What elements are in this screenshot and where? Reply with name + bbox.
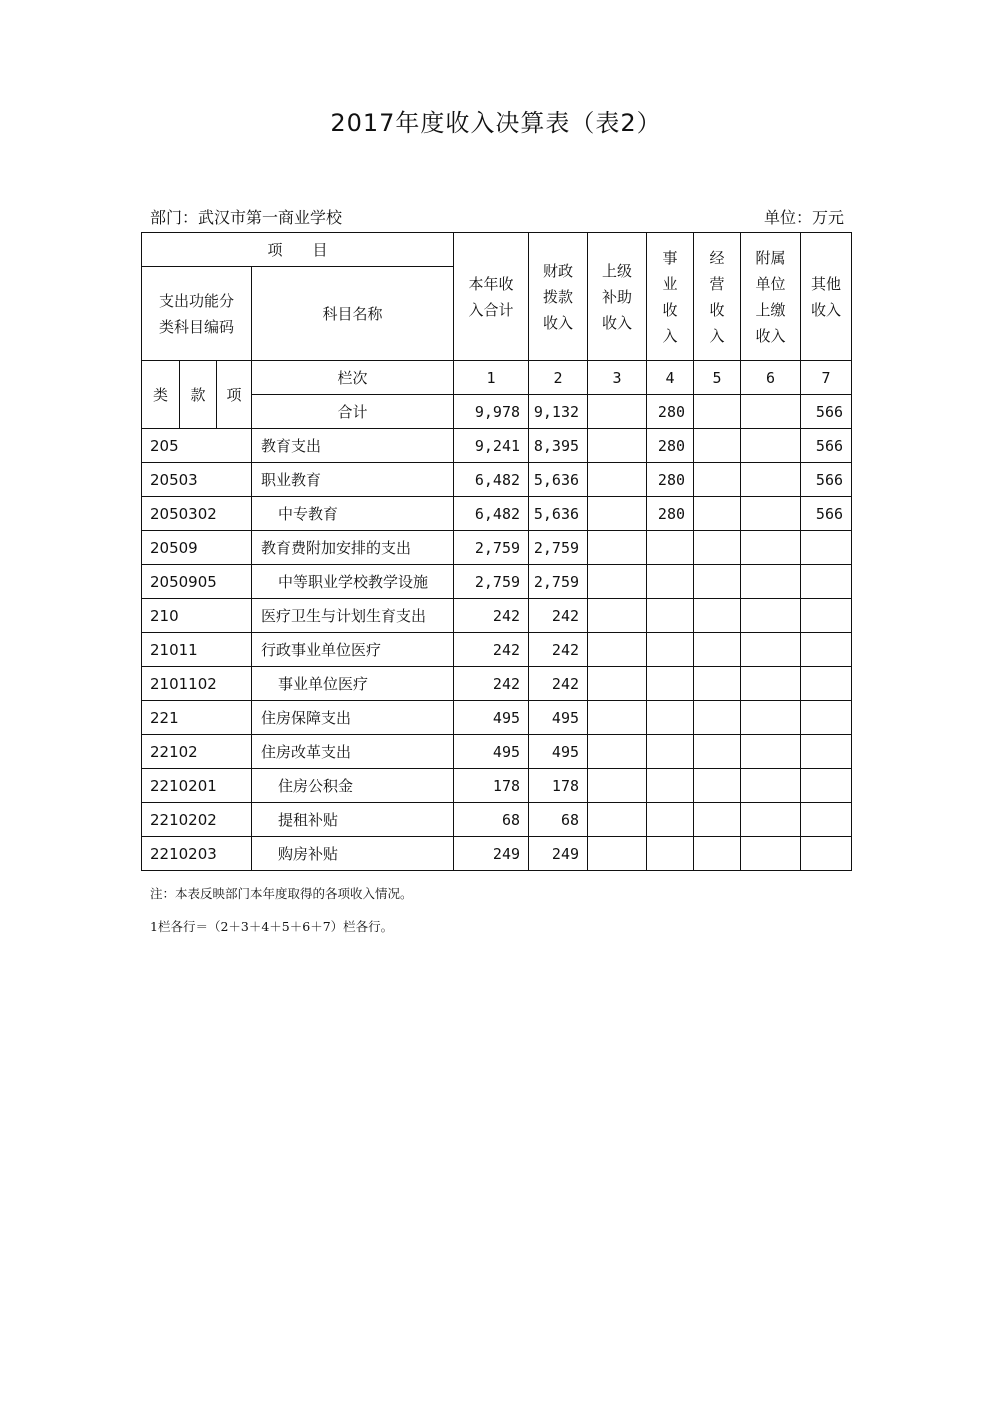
value-cell xyxy=(801,599,852,633)
subject-code: 221 xyxy=(142,701,252,735)
page-title: 2017年度收入决算表（表2） xyxy=(330,109,662,137)
value-cell xyxy=(647,633,694,667)
value-cell xyxy=(741,701,801,735)
value-cell xyxy=(694,667,741,701)
value-cell: 2,759 xyxy=(454,565,529,599)
value-cell xyxy=(801,803,852,837)
value-cell: 9,241 xyxy=(454,429,529,463)
subject-name: 教育费附加安排的支出 xyxy=(252,531,454,565)
value-cell xyxy=(694,565,741,599)
value-cell: 495 xyxy=(454,735,529,769)
total-cell: 566 xyxy=(801,395,852,429)
table-row xyxy=(142,565,852,599)
header-col6-text: 附属 单位 上缴 收入 xyxy=(755,248,786,345)
subject-name: 教育支出 xyxy=(252,429,454,463)
subject-code: 20509 xyxy=(142,531,252,565)
value-cell xyxy=(801,667,852,701)
value-cell xyxy=(741,735,801,769)
table-row xyxy=(142,429,852,463)
subject-name: 购房补贴 xyxy=(252,837,454,871)
value-cell xyxy=(647,803,694,837)
total-cell: 9,132 xyxy=(529,395,588,429)
subject-name: 提租补贴 xyxy=(252,803,454,837)
value-cell xyxy=(801,701,852,735)
subject-name: 住房公积金 xyxy=(252,769,454,803)
value-cell: 5,636 xyxy=(529,463,588,497)
value-cell xyxy=(588,735,647,769)
lanci-num: 7 xyxy=(801,361,852,395)
value-cell xyxy=(588,633,647,667)
header-col1 xyxy=(454,233,529,361)
subject-code: 2210201 xyxy=(142,769,252,803)
lanci-num: 4 xyxy=(647,361,694,395)
value-cell xyxy=(588,667,647,701)
table-row xyxy=(142,497,852,531)
total-cell: 280 xyxy=(647,395,694,429)
value-cell: 68 xyxy=(454,803,529,837)
value-cell xyxy=(694,633,741,667)
value-cell: 280 xyxy=(647,463,694,497)
subject-code: 2050905 xyxy=(142,565,252,599)
header-col7-text: 其他 收入 xyxy=(811,274,842,319)
value-cell xyxy=(741,667,801,701)
value-cell: 242 xyxy=(529,667,588,701)
value-cell: 249 xyxy=(529,837,588,871)
value-cell xyxy=(694,497,741,531)
total-cell: 9,978 xyxy=(454,395,529,429)
table-row xyxy=(142,701,852,735)
note-1: 注：本表反映部门本年度取得的各项收入情况。 xyxy=(150,886,413,901)
value-cell xyxy=(741,429,801,463)
value-cell: 6,482 xyxy=(454,463,529,497)
lanci-num: 5 xyxy=(694,361,741,395)
value-cell: 178 xyxy=(529,769,588,803)
table-row xyxy=(142,769,852,803)
notes xyxy=(150,885,413,951)
value-cell xyxy=(694,463,741,497)
lanci-num: 3 xyxy=(588,361,647,395)
value-cell xyxy=(588,463,647,497)
value-cell: 566 xyxy=(801,429,852,463)
subject-code: 2210202 xyxy=(142,803,252,837)
header-code-group-text: 支出功能分 类科目编码 xyxy=(158,291,234,336)
header-col5 xyxy=(694,233,741,361)
value-cell xyxy=(588,769,647,803)
value-cell xyxy=(801,769,852,803)
value-cell xyxy=(647,735,694,769)
value-cell xyxy=(647,837,694,871)
table-row xyxy=(142,667,852,701)
subject-code: 205 xyxy=(142,429,252,463)
value-cell xyxy=(741,599,801,633)
value-cell xyxy=(647,701,694,735)
header-col4-text: 事 业 收 入 xyxy=(662,248,678,345)
value-cell: 2,759 xyxy=(529,531,588,565)
header-subject-name: 科目名称 xyxy=(252,267,454,361)
value-cell xyxy=(694,429,741,463)
value-cell: 178 xyxy=(454,769,529,803)
subject-name: 中专教育 xyxy=(252,497,454,531)
value-cell xyxy=(647,531,694,565)
header-col1-text: 本年收 入合计 xyxy=(468,274,514,319)
value-cell xyxy=(694,837,741,871)
value-cell: 6,482 xyxy=(454,497,529,531)
table-row xyxy=(142,531,852,565)
header-xiang: 项 xyxy=(217,361,252,429)
total-label: 合计 xyxy=(252,395,454,429)
value-cell xyxy=(588,497,647,531)
table-row xyxy=(142,599,852,633)
value-cell xyxy=(801,565,852,599)
lanci-num: 2 xyxy=(529,361,588,395)
value-cell xyxy=(741,531,801,565)
value-cell: 566 xyxy=(801,463,852,497)
value-cell: 242 xyxy=(529,599,588,633)
lanci-num: 1 xyxy=(454,361,529,395)
header-project: 项 目 xyxy=(142,233,454,267)
income-table xyxy=(141,232,852,871)
value-cell xyxy=(694,531,741,565)
header-col3 xyxy=(588,233,647,361)
value-cell: 495 xyxy=(454,701,529,735)
subject-code: 2050302 xyxy=(142,497,252,531)
total-cell xyxy=(741,395,801,429)
value-cell xyxy=(588,531,647,565)
subject-name: 住房保障支出 xyxy=(252,701,454,735)
value-cell xyxy=(801,531,852,565)
value-cell: 5,636 xyxy=(529,497,588,531)
subject-name: 医疗卫生与计划生育支出 xyxy=(252,599,454,633)
value-cell xyxy=(588,701,647,735)
value-cell xyxy=(647,769,694,803)
value-cell xyxy=(588,429,647,463)
table-row xyxy=(142,837,852,871)
value-cell xyxy=(694,599,741,633)
header-lei: 类 xyxy=(142,361,180,429)
table-row xyxy=(142,633,852,667)
value-cell: 2,759 xyxy=(454,531,529,565)
value-cell xyxy=(694,735,741,769)
value-cell: 566 xyxy=(801,497,852,531)
value-cell: 249 xyxy=(454,837,529,871)
value-cell xyxy=(694,769,741,803)
subject-name: 住房改革支出 xyxy=(252,735,454,769)
unit-label: 单位：万元 xyxy=(763,208,844,227)
value-cell: 68 xyxy=(529,803,588,837)
value-cell xyxy=(741,769,801,803)
value-cell: 242 xyxy=(454,599,529,633)
value-cell: 280 xyxy=(647,429,694,463)
value-cell xyxy=(741,803,801,837)
lanci-num: 6 xyxy=(741,361,801,395)
subject-name: 中等职业学校教学设施 xyxy=(252,565,454,599)
value-cell xyxy=(801,633,852,667)
value-cell xyxy=(588,599,647,633)
value-cell xyxy=(588,837,647,871)
subject-code: 210 xyxy=(142,599,252,633)
department-label: 部门：武汉市第一商业学校 xyxy=(150,208,343,227)
value-cell: 495 xyxy=(529,735,588,769)
subject-code: 21011 xyxy=(142,633,252,667)
table-row xyxy=(142,803,852,837)
value-cell xyxy=(647,565,694,599)
subject-name: 事业单位医疗 xyxy=(252,667,454,701)
value-cell xyxy=(741,497,801,531)
value-cell: 242 xyxy=(454,667,529,701)
report-meta xyxy=(150,205,844,225)
header-code-group xyxy=(142,267,252,361)
subject-code: 22102 xyxy=(142,735,252,769)
value-cell xyxy=(694,701,741,735)
value-cell xyxy=(741,837,801,871)
header-col6 xyxy=(741,233,801,361)
lanci-label: 栏次 xyxy=(252,361,454,395)
value-cell xyxy=(801,735,852,769)
note-2: 1栏各行＝（2＋3＋4＋5＋6＋7）栏各行。 xyxy=(150,919,394,934)
value-cell: 242 xyxy=(529,633,588,667)
header-kuan: 款 xyxy=(180,361,217,429)
value-cell xyxy=(741,463,801,497)
subject-code: 20503 xyxy=(142,463,252,497)
value-cell xyxy=(647,667,694,701)
subject-name: 职业教育 xyxy=(252,463,454,497)
header-col3-text: 上级 补助 收入 xyxy=(602,261,633,332)
table-row xyxy=(142,463,852,497)
total-cell xyxy=(694,395,741,429)
value-cell xyxy=(588,803,647,837)
value-cell xyxy=(647,599,694,633)
value-cell: 280 xyxy=(647,497,694,531)
value-cell: 8,395 xyxy=(529,429,588,463)
subject-code: 2210203 xyxy=(142,837,252,871)
header-col2-text: 财政 拨款 收入 xyxy=(543,261,574,332)
value-cell xyxy=(588,565,647,599)
header-row-1 xyxy=(142,233,852,267)
subject-code: 2101102 xyxy=(142,667,252,701)
header-col5-text: 经 营 收 入 xyxy=(709,248,725,345)
header-col4 xyxy=(647,233,694,361)
subject-name: 行政事业单位医疗 xyxy=(252,633,454,667)
value-cell: 242 xyxy=(454,633,529,667)
lanci-row xyxy=(142,361,852,395)
value-cell: 2,759 xyxy=(529,565,588,599)
header-col7 xyxy=(801,233,852,361)
value-cell xyxy=(801,837,852,871)
value-cell: 495 xyxy=(529,701,588,735)
value-cell xyxy=(741,565,801,599)
header-col2 xyxy=(529,233,588,361)
table-row xyxy=(142,735,852,769)
total-cell xyxy=(588,395,647,429)
value-cell xyxy=(741,633,801,667)
value-cell xyxy=(694,803,741,837)
